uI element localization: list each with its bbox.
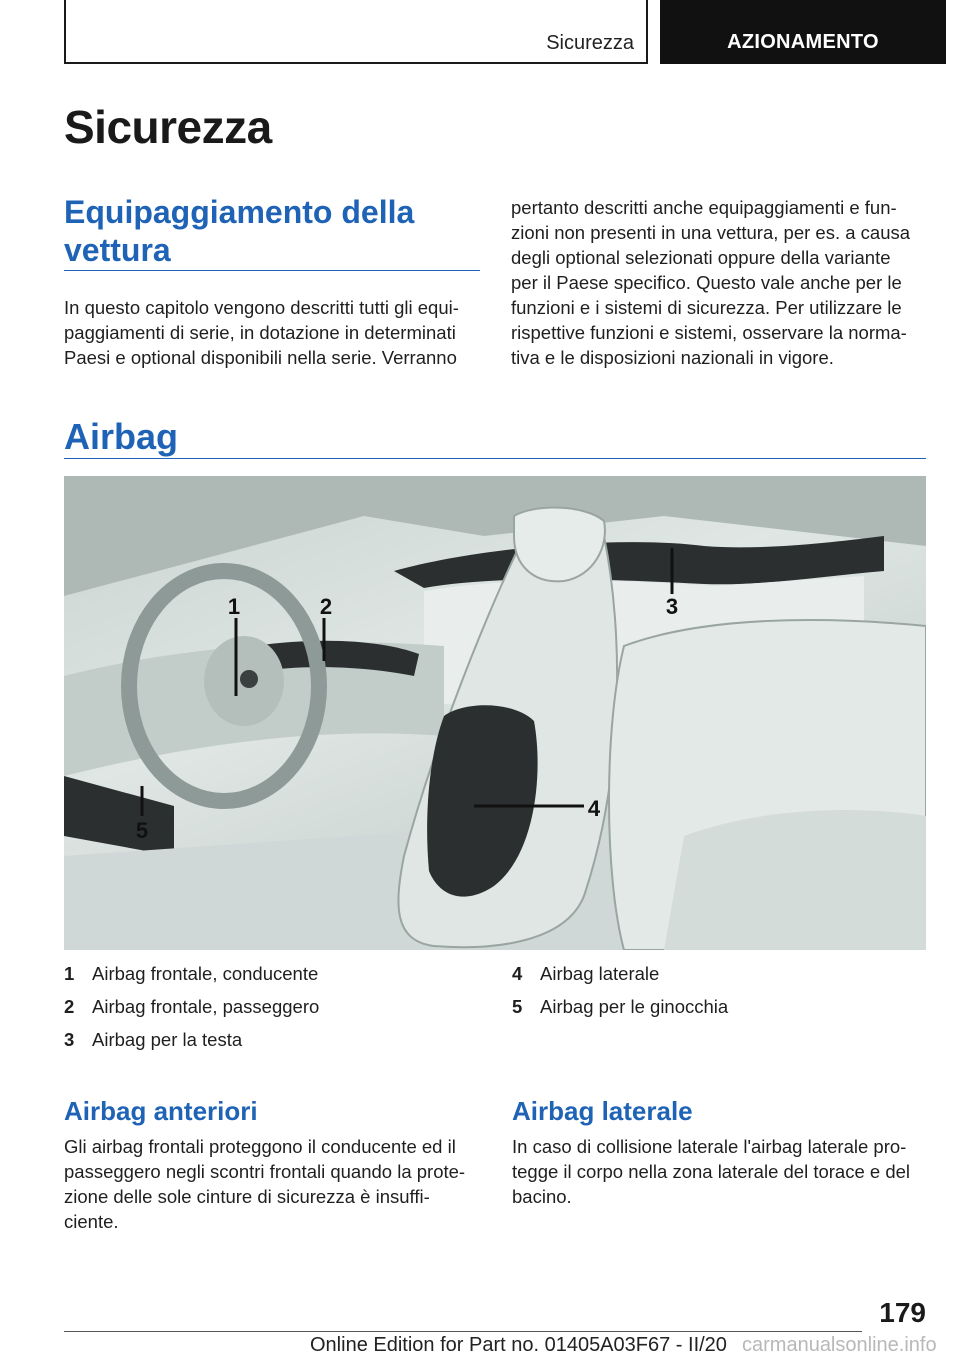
text-line: per il Paese specifico. Questo vale anche per le [511,272,902,293]
equipment-heading-rule [64,270,480,271]
legend-number: 4 [512,963,523,984]
side-airbag-heading: Airbag laterale [512,1096,693,1126]
car-interior-drawing [64,476,926,950]
equipment-text-left [64,295,484,370]
text-line: passeggero negli scontri frontali quando la prote- [64,1161,466,1182]
legend-number: 5 [512,996,523,1017]
legend-text: Airbag frontale, passeggero [92,996,320,1017]
text-line: In questo capitolo vengono descritti tutti gli equi- [64,297,459,318]
text-line: paggiamenti di serie, in dotazione in determinati [64,322,456,343]
text-line: funzioni e i sistemi di sicurezza. Per utilizzare le [511,297,902,318]
page-number: 179 [879,1297,926,1328]
front-airbags-heading: Airbag anteriori [64,1096,258,1126]
legend-text: Airbag laterale [540,963,660,984]
text-line: rispettive funzioni e sistemi, osservare la norma- [511,322,907,343]
text-line: ciente. [64,1211,119,1232]
text-line: In caso di collisione laterale l'airbag laterale pro- [512,1136,907,1157]
legend-number: 2 [64,996,75,1017]
legend-text: Airbag per la testa [92,1029,243,1050]
legend-number: 3 [64,1029,75,1050]
text-line: bacino. [512,1186,572,1207]
text-line: zione delle sole cinture di sicurezza è insuffi- [64,1186,430,1207]
airbag-heading: Airbag [64,416,179,457]
edition-text: Online Edition for Part no. 01405A03F67 - II/20 [310,1334,727,1356]
footer-rule [64,1331,862,1332]
text-line: tiva e le disposizioni nazionali in vigore. [511,347,834,368]
callout-3: 3 [665,594,679,619]
text-line: zioni non presenti in una vettura, per es. a causa [511,222,911,243]
text-line: pertanto descritti anche equipaggiamenti e fun- [511,197,897,218]
text-line: Paesi e optional disponibili nella serie. Verranno [64,347,457,368]
equipment-text-right [511,195,931,370]
side-airbag-text [512,1134,932,1209]
legend-number: 1 [64,963,75,984]
legend-text: Airbag per le ginocchia [540,996,729,1017]
equipment-heading: Equipaggiamento della vettura [64,194,415,268]
callout-4: 4 [587,796,601,821]
car-interior-illustration [64,476,926,950]
page-title: Sicurezza [64,101,272,153]
chapter-tab [660,0,946,64]
callout-1: 1 [227,594,241,619]
callout-2: 2 [319,594,333,619]
front-airbags-text [64,1134,494,1234]
text-line: Gli airbag frontali proteggono il conducente ed il [64,1136,456,1157]
airbag-heading-rule [64,458,926,459]
watermark: carmanualsonline.info [742,1334,937,1356]
chapter-tab-label: AZIONAMENTO [727,31,879,53]
section-tab-label: Sicurezza [546,32,634,54]
callout-5: 5 [135,818,149,843]
knee-airbag-shape [64,776,174,856]
text-line: tegge il corpo nella zona laterale del torace e del [512,1161,911,1182]
section-tab [64,0,648,64]
text-line: degli optional selezionati oppure della variante [511,247,891,268]
legend-text: Airbag frontale, conducente [92,963,319,984]
